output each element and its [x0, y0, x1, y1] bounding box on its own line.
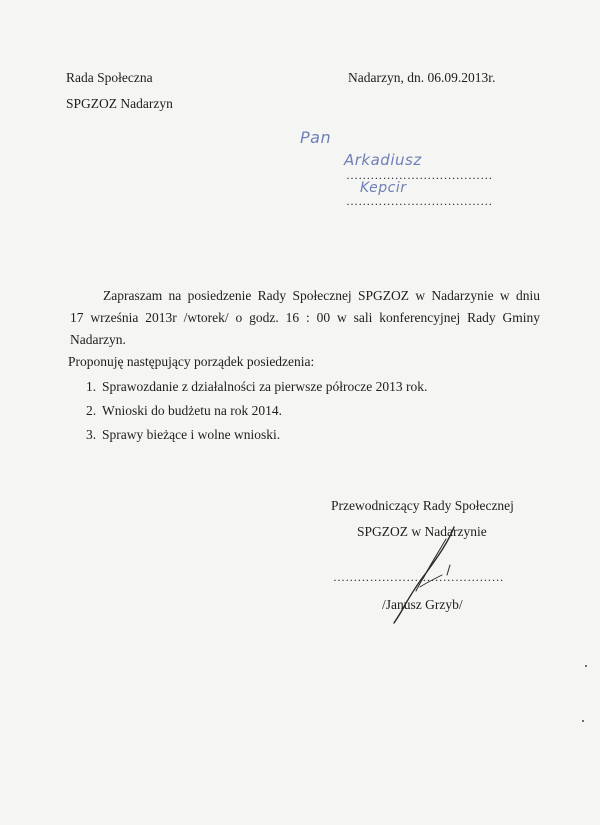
handwritten-last-name: Kepcir — [360, 180, 407, 196]
signatory-name: /Janusz Grzyb/ — [382, 597, 463, 612]
agenda-item-text: Sprawozdanie z działalności za pierwsze półrocze 2013 rok. — [102, 379, 428, 394]
agenda-item-number: 1. — [86, 379, 97, 394]
agenda-intro: Proponuję następujący porządek posiedzenia: — [68, 354, 315, 369]
agenda-item-text: Sprawy bieżące i wolne wnioski. — [102, 427, 281, 442]
addressee-dotted-line-1: ……………………………… — [346, 168, 493, 182]
sender-institution: SPGZOZ Nadarzyn — [66, 96, 173, 111]
agenda-item-number: 3. — [86, 427, 97, 442]
agenda-item-number: 2. — [86, 403, 97, 418]
signatory-title: Przewodniczący Rady Społecznej — [331, 498, 514, 513]
place-date: Nadarzyn, dn. 06.09.2013r. — [348, 70, 496, 85]
handwritten-salutation: Pan — [300, 128, 332, 147]
paragraph-line-1: Zapraszam na posiedzenie Rady Społecznej SPGZOZ w Nadarzynie w dniu — [103, 288, 540, 303]
handwritten-first-name: Arkadiusz — [344, 151, 422, 169]
agenda-item — [86, 427, 427, 451]
addressee-dotted-line-2: ……………………………… — [346, 194, 493, 208]
agenda-item — [86, 403, 427, 427]
agenda-list — [86, 379, 427, 451]
scan-speck — [582, 720, 584, 722]
signature-dotted-line: …………………………………… — [333, 570, 504, 584]
invitation-paragraph — [70, 285, 540, 351]
scan-speck — [585, 665, 587, 667]
agenda-item-text: Wnioski do budżetu na rok 2014. — [102, 403, 282, 418]
sender-name: Rada Społeczna — [66, 70, 153, 85]
paragraph-line-2: 17 września 2013r /wtorek/ o godz. 16 : 00 w sali konferencyjnej Rady Gminy — [70, 310, 540, 325]
signatory-institution: SPGZOZ w Nadarzynie — [357, 524, 487, 539]
agenda-item — [86, 379, 427, 403]
paragraph-line-3: Nadarzyn. — [70, 332, 126, 347]
